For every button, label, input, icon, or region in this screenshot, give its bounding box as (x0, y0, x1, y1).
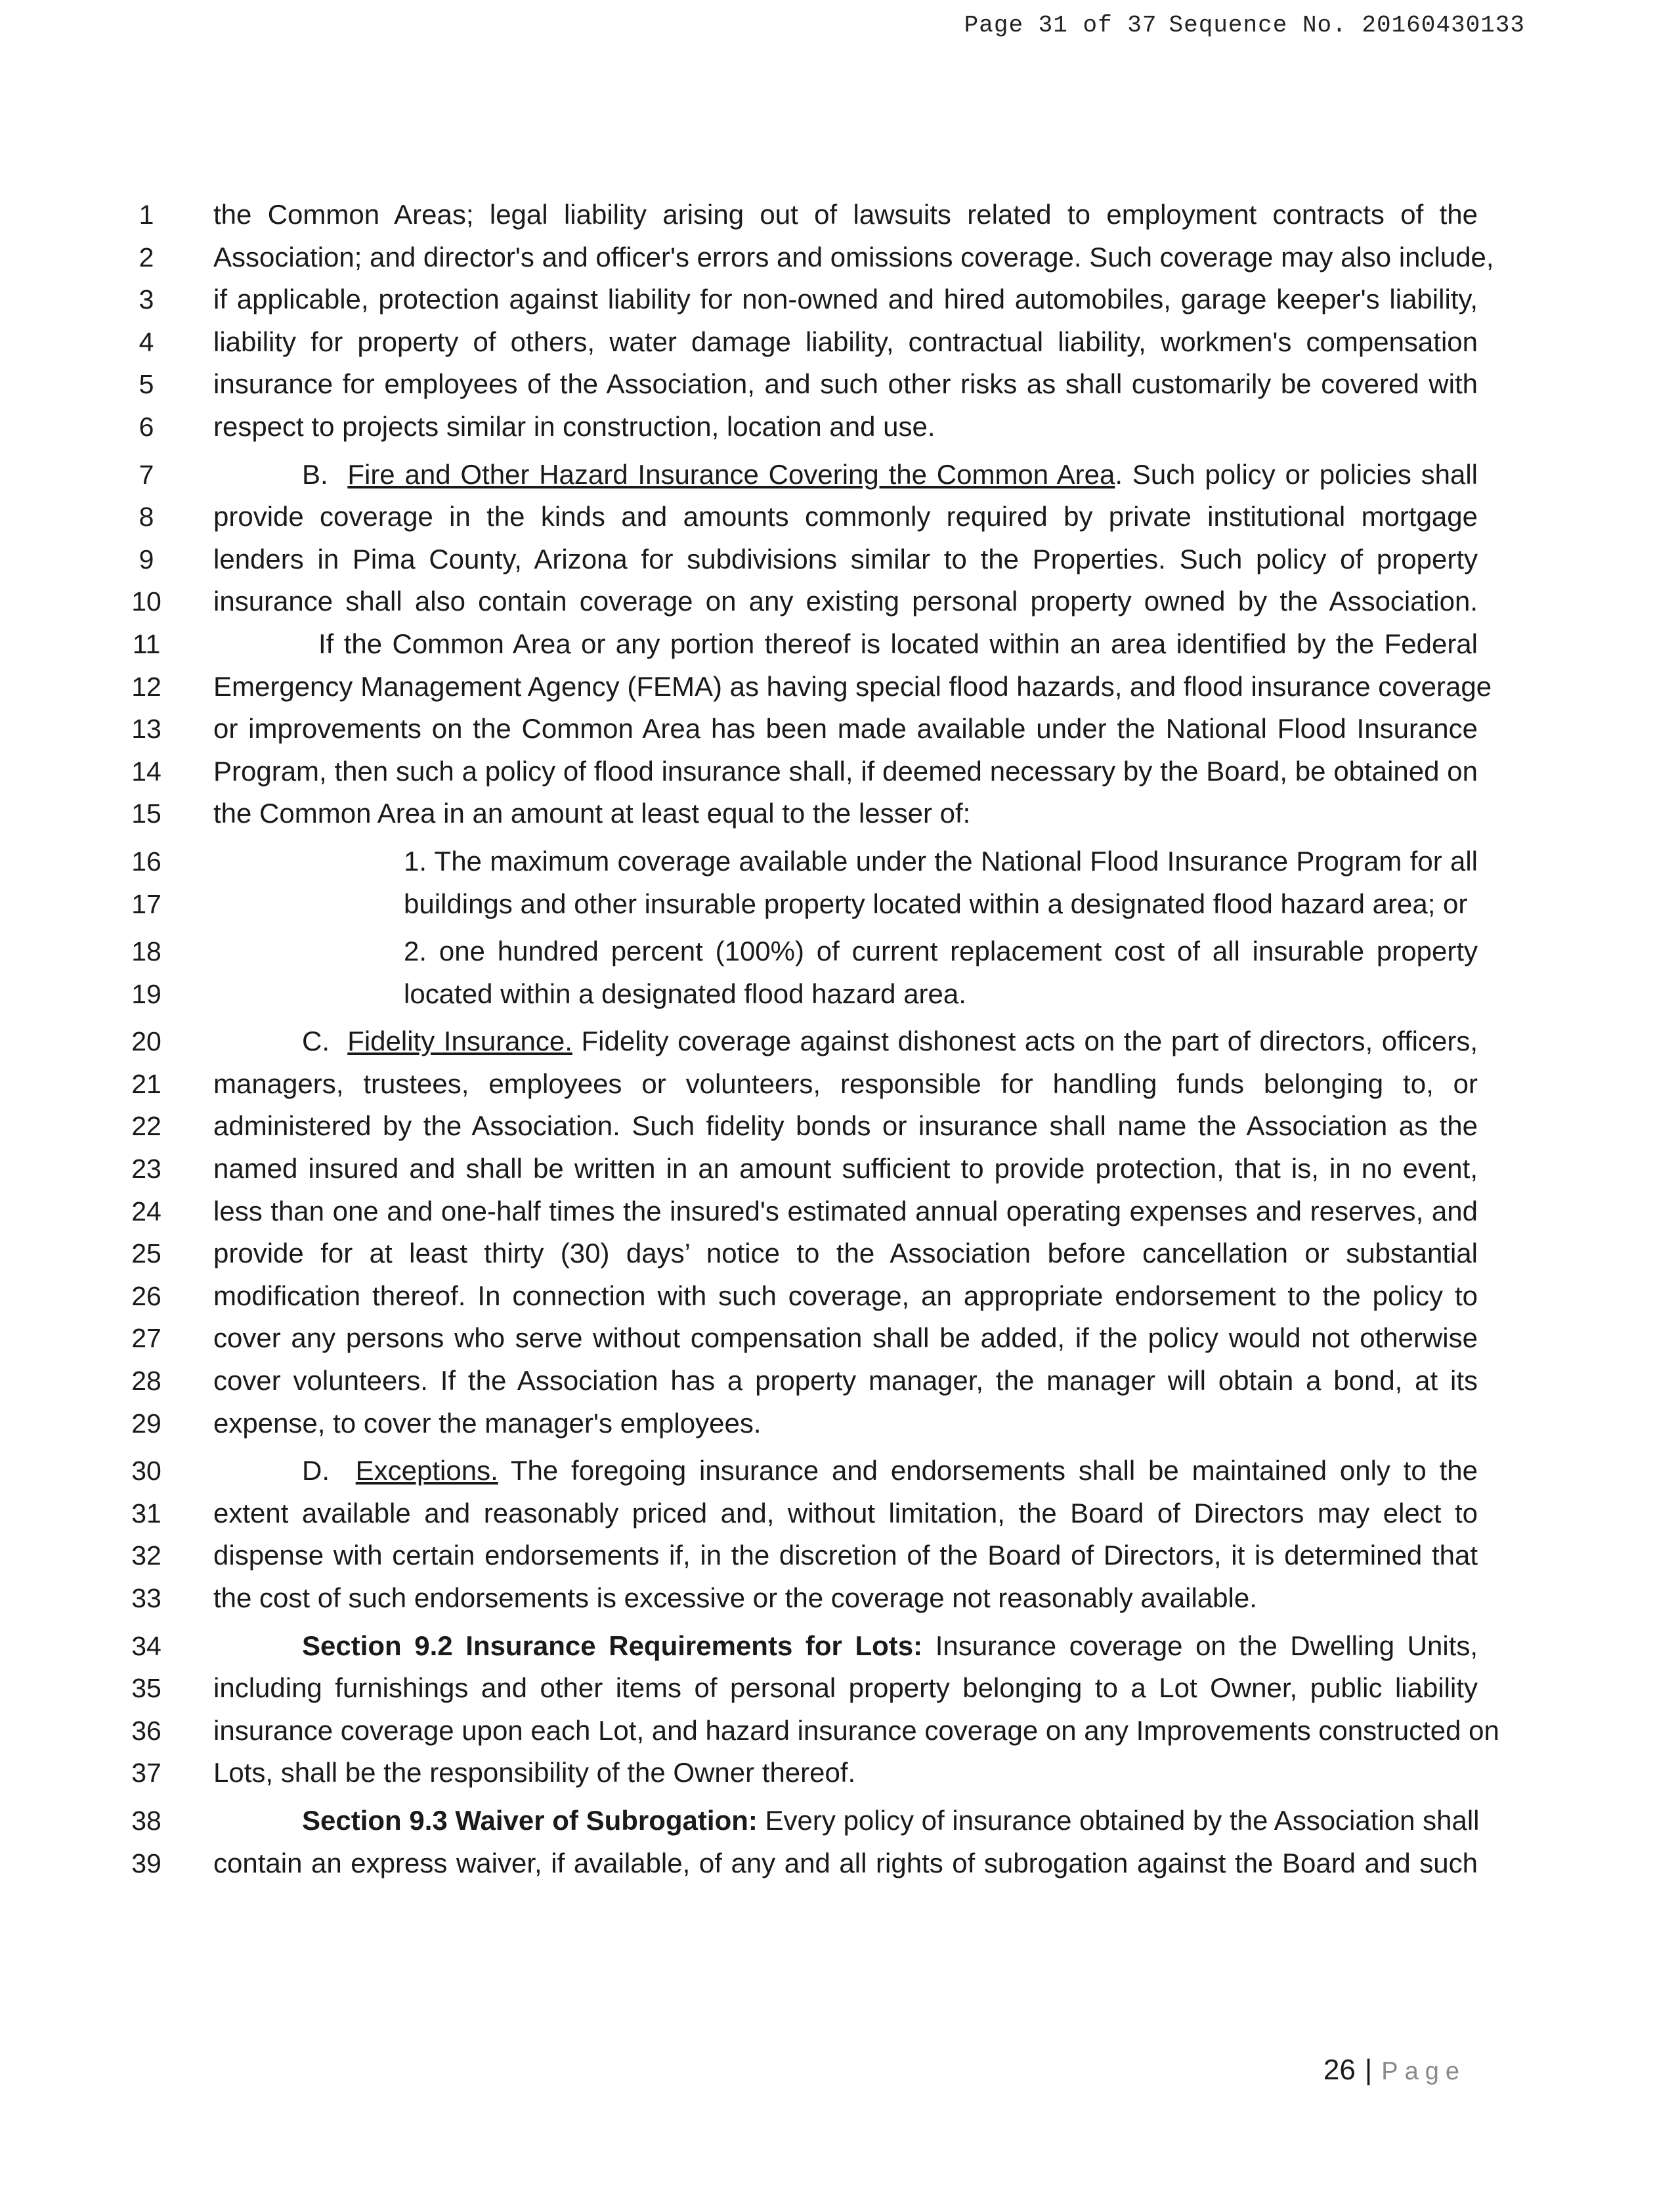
line-text-rest: Every policy of insurance obtained by the Association shall (757, 1804, 1480, 1836)
line-text: If the Common Area or any portion thereof is located within an area identified by the Federal (318, 628, 1478, 659)
text-line (0, 1625, 1676, 1668)
text-line (0, 623, 1676, 666)
text-line (0, 883, 1676, 926)
line-number: 34 (131, 1630, 161, 1661)
line-number: 5 (139, 369, 154, 400)
text-line (0, 708, 1676, 750)
text-line (0, 1842, 1676, 1885)
section-heading: Section 9.3 Waiver of Subrogation: (302, 1804, 758, 1836)
line-number: 38 (131, 1805, 161, 1836)
section-heading: Exceptions. (355, 1455, 498, 1486)
text-line (0, 840, 1676, 883)
line-text: insurance shall also contain coverage on any existing personal property owned by the Association. (213, 586, 1478, 617)
line-text: dispense with certain endorsements if, in the discretion of the Board of Directors, it is determined that (213, 1540, 1478, 1571)
line-number: 1 (139, 200, 154, 230)
text-line (0, 1577, 1676, 1620)
text-line (0, 750, 1676, 793)
text-line (0, 1190, 1676, 1233)
text-line (0, 1232, 1676, 1275)
line-number: 14 (131, 756, 161, 787)
line-number: 16 (131, 846, 161, 877)
line-text: expense, to cover the manager's employees. (213, 1407, 762, 1439)
line-number: 37 (131, 1758, 161, 1789)
line-number: 6 (139, 411, 154, 442)
section-heading: Section 9.2 Insurance Requirements for Lots: (302, 1630, 923, 1661)
section-label: C. (302, 1026, 330, 1057)
line-text (302, 1625, 1478, 1668)
line-number: 7 (139, 459, 154, 490)
text-line (0, 496, 1676, 538)
text-line (0, 538, 1676, 581)
line-text (302, 1450, 1478, 1492)
line-number: 24 (131, 1196, 161, 1226)
line-number: 29 (131, 1408, 161, 1439)
list-item-text: 2. one hundred percent (100%) of current replacement cost of all insurable property (404, 936, 1478, 967)
document-body (0, 194, 1676, 1884)
line-text: cover any persons who serve without compensation shall be added, if the policy would not otherwise (213, 1322, 1478, 1354)
line-number: 18 (131, 936, 161, 967)
line-text-rest: Fidelity coverage against dishonest acts on the part of directors, officers, (572, 1026, 1478, 1057)
section-label: D. (302, 1455, 330, 1486)
list-item-text: 1. The maximum coverage available under the National Flood Insurance Program for all (404, 845, 1478, 877)
line-number: 10 (131, 586, 161, 617)
line-number: 9 (139, 544, 154, 575)
line-text: liability for property of others, water damage liability, contractual liability, workmen's compensation (213, 326, 1478, 357)
section-heading: Fidelity Insurance. (347, 1026, 572, 1057)
text-line (0, 1020, 1676, 1063)
line-number: 19 (131, 978, 161, 1009)
line-number: 3 (139, 284, 154, 315)
line-text: the Common Area in an amount at least equal to the lesser of: (213, 798, 971, 829)
section-heading: Fire and Other Hazard Insurance Covering the Common Area (347, 458, 1115, 490)
text-line (0, 363, 1676, 406)
line-number: 23 (131, 1154, 161, 1184)
text-line (0, 1317, 1676, 1360)
text-line (0, 1105, 1676, 1148)
line-text: extent available and reasonably priced and, without limitation, the Board of Directors may elect to (213, 1497, 1478, 1529)
line-text: if applicable, protection against liability for non-owned and hired automobiles, garage keeper's liability, (213, 284, 1478, 315)
text-line (0, 1148, 1676, 1190)
text-line (0, 1063, 1676, 1106)
line-text: Association; and director's and officer's errors and omissions coverage. Such coverage may also include, (213, 241, 1494, 272)
page-count-label: Page 31 of 37 (964, 12, 1157, 39)
text-line (0, 973, 1676, 1016)
line-text: insurance coverage upon each Lot, and hazard insurance coverage on any Improvements constructed on (213, 1714, 1499, 1746)
line-number: 21 (131, 1068, 161, 1099)
line-number: 25 (131, 1238, 161, 1269)
line-text: Program, then such a policy of flood insurance shall, if deemed necessary by the Board, be obtained on (213, 755, 1478, 787)
line-number: 15 (131, 798, 161, 829)
line-number: 11 (132, 628, 161, 659)
line-number: 17 (131, 888, 161, 919)
line-number: 35 (131, 1673, 161, 1704)
line-text: provide coverage in the kinds and amounts commonly required by private institutional mortgage (213, 501, 1478, 532)
line-number: 26 (131, 1280, 161, 1311)
line-number: 2 (139, 242, 154, 272)
line-text: the cost of such endorsements is excessive or the coverage not reasonably available. (213, 1582, 1257, 1613)
text-line (0, 1710, 1676, 1752)
page-number: 26 (1323, 2054, 1356, 2086)
line-text: Lots, shall be the responsibility of the Owner thereof. (213, 1757, 856, 1789)
line-number: 13 (131, 714, 161, 745)
list-item-text: buildings and other insurable property located within a designated flood hazard area; or (404, 888, 1468, 919)
line-text: or improvements on the Common Area has been made available under the National Flood Insurance (213, 713, 1478, 745)
line-text: managers, trustees, employees or volunteers, responsible for handling funds belonging to, or (213, 1068, 1478, 1099)
line-number: 27 (131, 1323, 161, 1354)
page-header (964, 12, 1525, 39)
text-line (0, 1492, 1676, 1535)
line-text-rest: Insurance coverage on the Dwelling Units, (922, 1630, 1478, 1661)
page-word: Page (1381, 2058, 1466, 2085)
line-number: 22 (131, 1111, 161, 1142)
line-number: 28 (131, 1366, 161, 1397)
line-text: including furnishings and other items of personal property belonging to a Lot Owner, public liability (213, 1672, 1478, 1704)
text-line (0, 1752, 1676, 1794)
text-line (0, 1275, 1676, 1318)
line-text-rest: The foregoing insurance and endorsements shall be maintained only to the (498, 1455, 1478, 1486)
line-text: cover volunteers. If the Association has a property manager, the manager will obtain a bond, at its (213, 1365, 1478, 1397)
line-text (302, 1020, 1478, 1063)
text-line (0, 236, 1676, 279)
line-number: 30 (131, 1456, 161, 1486)
line-number: 31 (131, 1498, 161, 1529)
line-text (302, 454, 1478, 496)
line-number: 39 (131, 1848, 161, 1878)
line-number: 20 (131, 1026, 161, 1057)
line-text: named insured and shall be written in an amount sufficient to provide protection, that is, in no event, (213, 1153, 1478, 1184)
text-line (0, 194, 1676, 236)
text-line (0, 454, 1676, 496)
section-label: B. (302, 458, 328, 490)
line-text: administered by the Association. Such fidelity bonds or insurance shall name the Association as the (213, 1110, 1478, 1142)
text-line (0, 580, 1676, 623)
line-number: 36 (131, 1715, 161, 1746)
text-line (0, 666, 1676, 708)
line-number: 8 (139, 502, 154, 532)
line-text: modification thereof. In connection with such coverage, an appropriate endorsement to the policy to (213, 1280, 1478, 1311)
line-text: insurance for employees of the Association, and such other risks as shall customarily be covered with (213, 368, 1478, 400)
line-text: provide for at least thirty (30) days’ notice to the Association before cancellation or substantial (213, 1238, 1478, 1269)
page-footer (1323, 2054, 1466, 2087)
line-text: less than one and one-half times the insured's estimated annual operating expenses and reserves, and (213, 1195, 1478, 1226)
line-number: 32 (131, 1540, 161, 1571)
text-line (0, 406, 1676, 448)
text-line (0, 321, 1676, 364)
line-text: Emergency Management Agency (FEMA) as having special flood hazards, and flood insurance coverage (213, 670, 1492, 702)
line-text-rest: . Such policy or policies shall (1115, 458, 1478, 490)
line-text: lenders in Pima County, Arizona for subdivisions similar to the Properties. Such policy of property (213, 543, 1478, 575)
line-text (302, 1800, 1478, 1842)
text-line (0, 1667, 1676, 1710)
line-text: respect to projects similar in construction, location and use. (213, 410, 935, 442)
list-item-text: located within a designated flood hazard area. (404, 978, 966, 1009)
line-text: the Common Areas; legal liability arising out of lawsuits related to employment contracts of the (213, 199, 1478, 230)
line-text: contain an express waiver, if available, of any and all rights of subrogation against the Board and such (213, 1847, 1478, 1878)
text-line (0, 1402, 1676, 1445)
text-line (0, 930, 1676, 973)
text-line (0, 792, 1676, 835)
line-number: 4 (139, 326, 154, 357)
text-line (0, 1800, 1676, 1842)
text-line (0, 1360, 1676, 1402)
line-number: 12 (131, 671, 161, 702)
footer-separator: | (1364, 2054, 1373, 2086)
text-line (0, 278, 1676, 321)
text-line (0, 1450, 1676, 1492)
line-number: 33 (131, 1583, 161, 1613)
text-line (0, 1534, 1676, 1577)
sequence-number-label: Sequence No. 20160430133 (1169, 12, 1525, 39)
